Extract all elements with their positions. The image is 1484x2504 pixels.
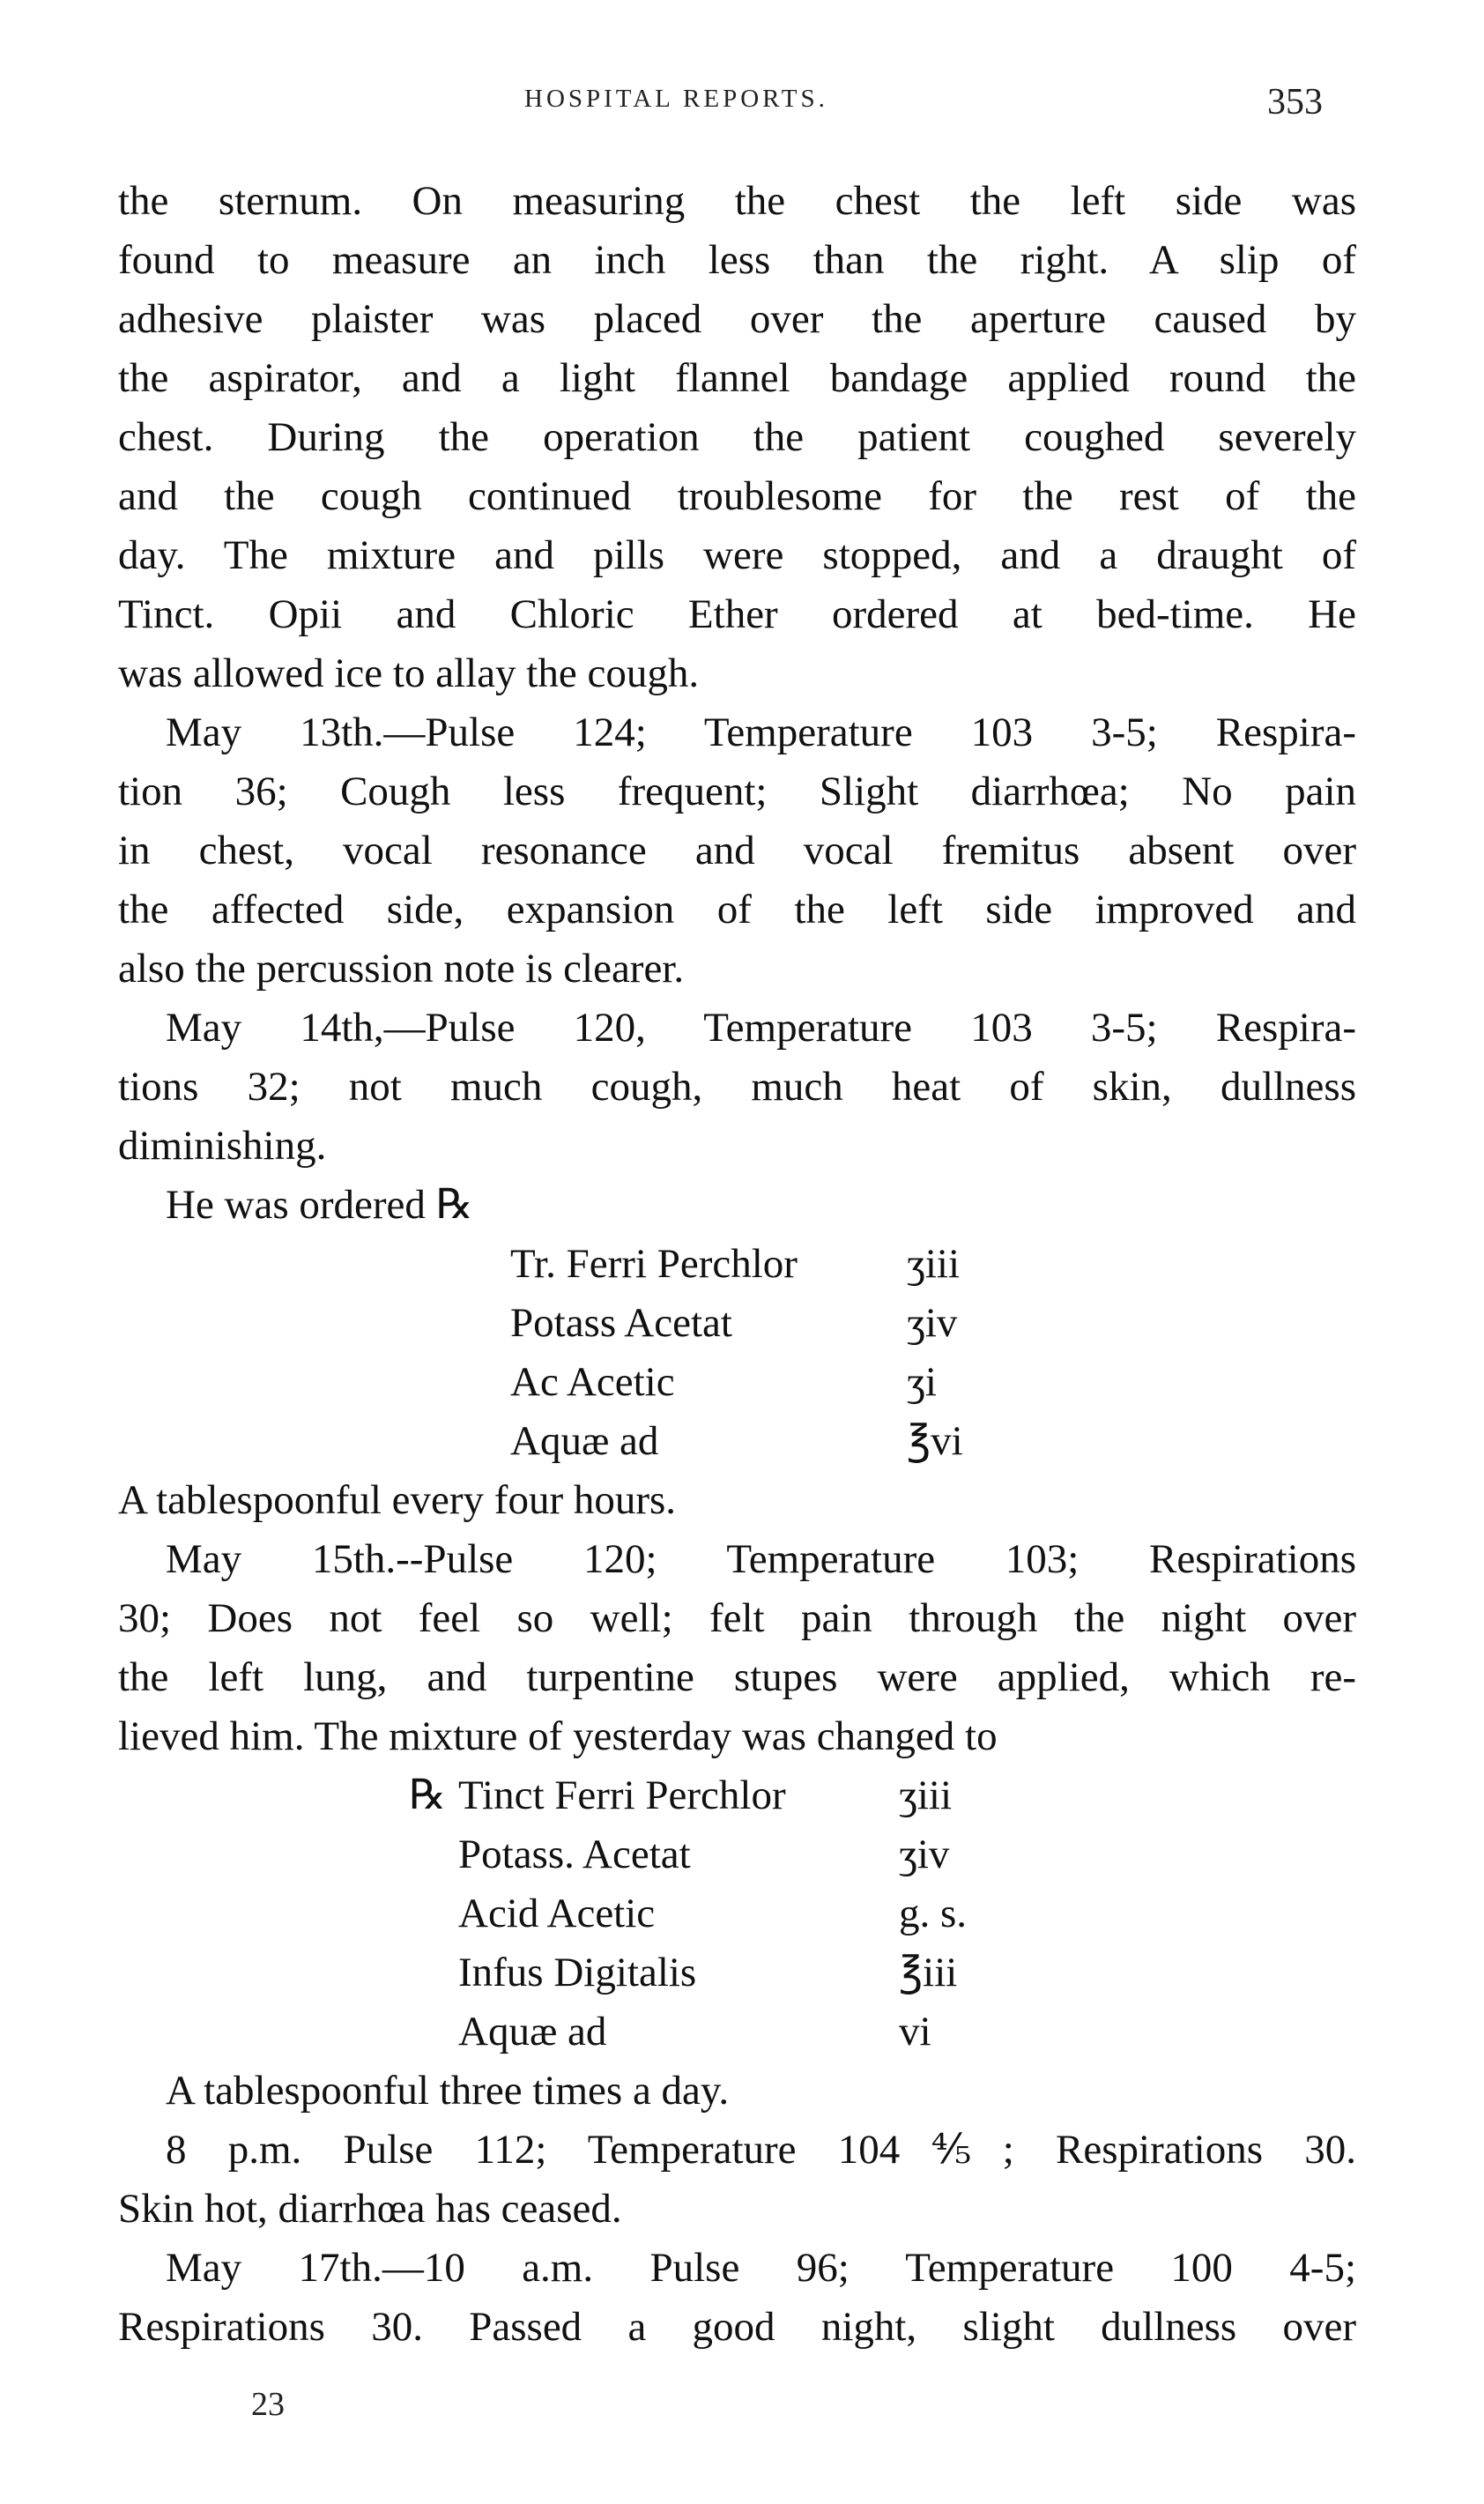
text-line: day. The mixture and pills were stopped, and a draught of: [118, 532, 1356, 578]
text-line: May 15th.--Pulse 120; Temperature 103; Respirations: [166, 1536, 1356, 1582]
prescription-row: [118, 1294, 1356, 1353]
text-line: in chest, vocal resonance and vocal fremitus absent over: [118, 828, 1356, 873]
drug-name: Tr. Ferri Perchlor: [510, 1241, 798, 1287]
drug-quantity: ℥iii: [899, 1950, 958, 1995]
recipe-symbol: [409, 1943, 458, 2002]
text-line: found to measure an inch less than the right. A slip of: [118, 237, 1356, 283]
text-line: May 13th.—Pulse 124; Temperature 103 3-5; Respira-: [166, 710, 1356, 755]
text-line: May 14th,—Pulse 120, Temperature 103 3-5; Respira-: [166, 1005, 1356, 1051]
text-line: 8 p.m. Pulse 112; Temperature 104⅘; Respirations 30.: [166, 2127, 1356, 2173]
directions-1: [118, 1471, 1356, 1530]
page-number: 353: [1267, 82, 1323, 123]
drug-quantity: ℥vi: [907, 1418, 963, 1464]
text-line: was allowed ice to allay the cough.: [118, 650, 700, 696]
drug-name: Aquæ ad: [510, 1418, 659, 1464]
prescription-row: [118, 1353, 1356, 1412]
text-line: adhesive plaister was placed over the aperture caused by: [118, 296, 1356, 342]
recipe-symbol: [409, 1825, 458, 1884]
directions-2: [118, 2062, 1356, 2121]
prescription-row: [118, 1825, 1356, 1884]
drug-quantity: ʒiii: [899, 1772, 953, 1818]
prescription-row: [118, 1412, 1356, 1471]
prescription-row: [118, 1884, 1356, 1943]
drug-name: Tinct Ferri Perchlor: [458, 1772, 786, 1818]
drug-name: Potass Acetat: [510, 1300, 732, 1346]
prescription-1: [118, 1235, 1356, 1471]
prescription-2: [118, 1766, 1356, 2062]
text-line: the left lung, and turpentine stupes were applied, which re-: [118, 1654, 1356, 1700]
signature-mark: 23: [251, 2386, 285, 2423]
text-line: He was ordered ℞: [166, 1182, 473, 1228]
paragraph-ordered: [118, 1176, 1356, 1235]
text-line: diminishing.: [118, 1123, 327, 1169]
body-text: [118, 172, 1356, 2357]
drug-name: Ac Acetic: [510, 1359, 675, 1405]
paragraph-may-17: [118, 2239, 1356, 2357]
drug-name: Acid Acetic: [458, 1891, 656, 1936]
paragraph-may-13: [118, 703, 1356, 999]
drug-name: Potass. Acetat: [458, 1832, 691, 1877]
prescription-row: [118, 1766, 1356, 1825]
recipe-symbol: ℞: [409, 1772, 447, 1818]
drug-quantity: ʒiv: [899, 1832, 950, 1877]
text-line: and the cough continued troublesome for the rest of the: [118, 473, 1356, 519]
text-line: tions 32; not much cough, much heat of skin, dullness: [118, 1064, 1356, 1110]
recipe-symbol: [409, 1884, 458, 1943]
text-line: A tablespoonful every four hours.: [118, 1477, 677, 1523]
drug-name: Infus Digitalis: [458, 1950, 697, 1995]
recipe-symbol: [409, 2002, 458, 2062]
paragraph-may-14: [118, 999, 1356, 1176]
paragraph-may-15: [118, 1530, 1356, 1766]
drug-quantity: ʒiii: [907, 1241, 961, 1287]
prescription-row: [118, 2002, 1356, 2062]
text-line: tion 36; Cough less frequent; Slight diarrhœa; No pain: [118, 769, 1356, 814]
paragraph-8pm: [118, 2121, 1356, 2239]
drug-quantity: g. s.: [899, 1891, 968, 1936]
text-line: also the percussion note is clearer.: [118, 946, 685, 992]
text-line: chest. During the operation the patient coughed severely: [118, 414, 1356, 460]
text-line: Tinct. Opii and Chloric Ether ordered at bed-time. He: [118, 591, 1356, 637]
text-line: the aspirator, and a light flannel bandage applied round the: [118, 355, 1356, 401]
running-head: HOSPITAL REPORTS.: [524, 85, 828, 113]
text-line: A tablespoonful three times a day.: [166, 2068, 730, 2114]
text-line: the affected side, expansion of the left side improved and: [118, 887, 1356, 932]
text-line: 30; Does not feel so well; felt pain through the night over: [118, 1595, 1356, 1641]
drug-quantity: ʒi: [907, 1359, 937, 1405]
text-line: May 17th.—10 a.m. Pulse 96; Temperature 100 4-5;: [166, 2245, 1356, 2291]
drug-quantity: vi: [899, 2009, 931, 2054]
text-line: the sternum. On measuring the chest the left side was: [118, 178, 1356, 224]
drug-quantity: ʒiv: [907, 1300, 958, 1346]
prescription-row: [118, 1235, 1356, 1294]
text-line: Skin hot, diarrhœa has ceased.: [118, 2186, 622, 2232]
paragraph-sternum: [118, 172, 1356, 703]
drug-name: Aquæ ad: [458, 2009, 607, 2054]
text-line: lieved him. The mixture of yesterday was changed to: [118, 1713, 998, 1759]
prescription-row: [118, 1943, 1356, 2002]
text-line: Respirations 30. Passed a good night, slight dullness over: [118, 2304, 1356, 2350]
